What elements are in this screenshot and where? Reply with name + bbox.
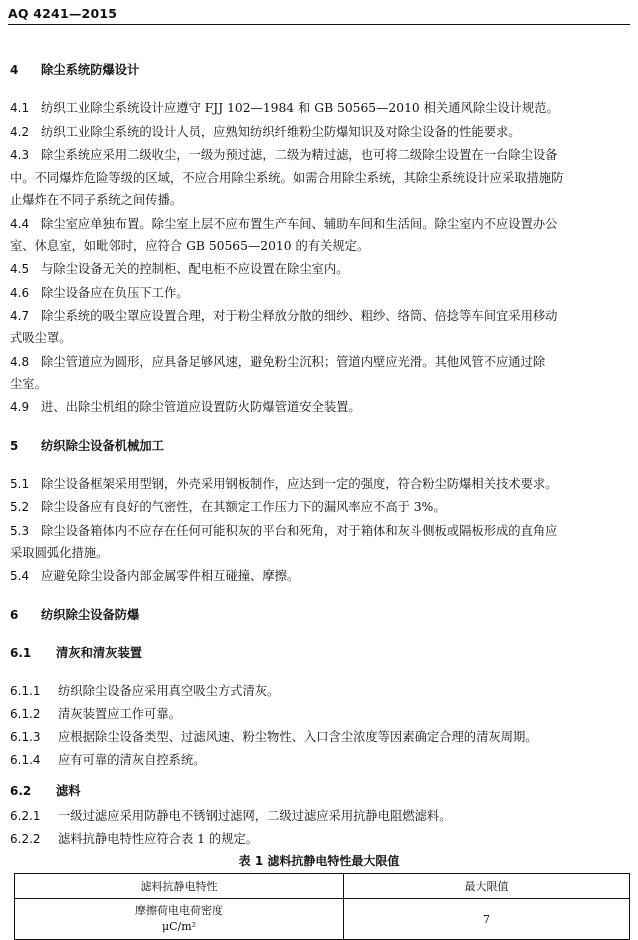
clause-text: 纺织工业除尘系统的设计人员，应熟知纺织纤维粉尘防爆知识及对除尘设备的性能要求。 (41, 125, 521, 139)
subsection-number: 6.1 (10, 646, 32, 660)
clause-text: 应根据除尘设备类型、过滤风速、粉尘物性、入口含尘浓度等因素确定合理的清灰周期。 (58, 730, 538, 744)
clause-5-3-cont-1: 采取圆弧化措施。 (10, 546, 109, 560)
section-title: 纺织除尘设备机械加工 (41, 439, 164, 453)
clause-text: 一级过滤应采用防静电不锈钢过滤网，二级过滤应采用抗静电阻燃滤料。 (58, 809, 452, 823)
table-caption: 表 1 滤料抗静电特性最大限值 (238, 854, 400, 868)
clause-text: 除尘系统应采用二级收尘，一级为预过滤，二级为精过滤，也可将二级除尘设置在一台除尘设备 (41, 148, 558, 162)
clause-number: 4.8 (10, 355, 30, 369)
property-unit: μC/m² (161, 920, 197, 933)
clause-text: 除尘管道应为圆形，应具备足够风速，避免粉尘沉积；管道内壁应光滑。其他风管不应通过除 (41, 355, 546, 369)
clause-text: 进、出除尘机组的除尘管道应设置防火防爆管道安全装置。 (41, 400, 361, 414)
section-6-heading (10, 605, 630, 625)
clause-text: 除尘设备应在负压下工作。 (41, 286, 189, 300)
clause-5-2 (10, 497, 630, 517)
clause-number: 4.7 (10, 309, 30, 323)
section-number: 5 (10, 439, 19, 453)
clause-text: 除尘系统的吸尘罩应设置合理，对于粉尘释放分散的细纱、粗纱、络筒、倍捻等车间宜采用移动 (41, 309, 558, 323)
clause-number: 5.3 (10, 524, 30, 538)
clause-text: 与除尘设备无关的控制柜、配电柜不应设置在除尘室内。 (41, 262, 349, 276)
clause-6-1-3 (10, 727, 630, 747)
clause-text: 纺织除尘设备应采用真空吸尘方式清灰。 (58, 684, 280, 698)
clause-number: 6.2.1 (10, 809, 41, 823)
clause-text: 应避免除尘设备内部金属零件相互碰撞、摩擦。 (41, 569, 300, 583)
section-4-heading (10, 60, 630, 80)
clause-number: 4.2 (10, 125, 30, 139)
clause-4-3-cont-2: 止爆炸在不同子系统之间传播。 (10, 193, 183, 207)
clause-number: 4.4 (10, 217, 30, 231)
subsection-title: 滤料 (56, 784, 81, 798)
subsection-title: 清灰和清灰装置 (56, 646, 143, 660)
clause-6-1-2 (10, 704, 630, 724)
clause-4-7-cont-1: 式吸尘罩。 (10, 331, 72, 345)
clause-4-7 (10, 306, 630, 326)
clause-text: 应有可靠的清灰自控系统。 (58, 753, 206, 767)
clause-4-6 (10, 283, 630, 303)
table-header-row (15, 874, 630, 899)
section-title: 除尘系统防爆设计 (41, 63, 140, 77)
clause-5-3 (10, 521, 630, 541)
max-value-cell: 7 (344, 899, 630, 940)
clause-number: 4.9 (10, 400, 30, 414)
clause-5-1 (10, 474, 630, 494)
clause-4-8 (10, 352, 630, 372)
clause-text: 纺织工业除尘系统设计应遵守 FJJ 102—1984 和 GB 50565—2010 相关通风除尘设计规范。 (41, 101, 559, 115)
clause-number: 6.1.1 (10, 684, 41, 698)
section-number: 4 (10, 63, 19, 77)
clause-text: 除尘室应单独布置。除尘室上层不应布置生产车间、辅助车间和生活间。除尘室内不应设置办公 (41, 217, 558, 231)
clause-number: 5.2 (10, 500, 30, 514)
clause-number: 6.1.2 (10, 707, 41, 721)
clause-5-4 (10, 566, 630, 586)
clause-number: 4.3 (10, 148, 30, 162)
column-header-property: 滤料抗静电特性 (15, 874, 344, 899)
clause-text: 除尘设备应有良好的气密性，在其额定工作压力下的漏风率应不高于 3%。 (41, 500, 446, 514)
table-row (15, 899, 630, 940)
property-cell (15, 899, 344, 940)
clause-number: 4.5 (10, 262, 30, 276)
clause-4-8-cont-1: 尘室。 (10, 377, 47, 391)
clause-4-4-cont-1: 室、休息室，如毗邻时，应符合 GB 50565—2010 的有关规定。 (10, 239, 370, 253)
clause-4-4 (10, 214, 630, 234)
clause-number: 6.2.2 (10, 832, 41, 846)
clause-6-1-4 (10, 750, 630, 770)
clause-number: 6.1.4 (10, 753, 41, 767)
column-header-max-value: 最大限值 (344, 874, 630, 899)
clause-4-5 (10, 259, 630, 279)
clause-6-1-1 (10, 681, 630, 701)
subsection-number: 6.2 (10, 784, 32, 798)
clause-number: 6.1.3 (10, 730, 41, 744)
clause-4-3-cont-1: 中。不同爆炸危险等级的区域，不应合用除尘系统。如需合用除尘系统，其除尘系统设计应采取措施防 (10, 171, 564, 185)
clause-number: 5.4 (10, 569, 30, 583)
clause-6-2-1 (10, 806, 630, 826)
header-rule (8, 24, 630, 25)
clause-text: 除尘设备箱体内不应存在任何可能积灰的平台和死角，对于箱体和灰斗侧板或隔板形成的直角应 (41, 524, 558, 538)
clause-4-3 (10, 145, 630, 165)
section-6-1-heading (10, 643, 630, 663)
clause-text: 滤料抗静电特性应符合表 1 的规定。 (58, 832, 259, 846)
limits-table (14, 873, 630, 940)
clause-text: 除尘设备框架采用型钢，外壳采用钢板制作，应达到一定的强度，符合粉尘防爆相关技术要求。 (41, 477, 558, 491)
clause-text: 清灰装置应工作可靠。 (58, 707, 181, 721)
clause-4-9 (10, 397, 630, 417)
standard-code: AQ 4241—2015 (8, 6, 118, 21)
section-number: 6 (10, 608, 19, 622)
section-5-heading (10, 436, 630, 456)
property-name: 摩擦荷电电荷密度 (135, 904, 223, 917)
clause-number: 4.6 (10, 286, 30, 300)
clause-number: 5.1 (10, 477, 30, 491)
clause-4-1 (10, 98, 630, 118)
clause-4-2 (10, 122, 630, 142)
section-6-2-heading (10, 781, 630, 801)
clause-6-2-2 (10, 829, 258, 849)
section-title: 纺织除尘设备防爆 (41, 608, 140, 622)
clause-number: 4.1 (10, 101, 30, 115)
